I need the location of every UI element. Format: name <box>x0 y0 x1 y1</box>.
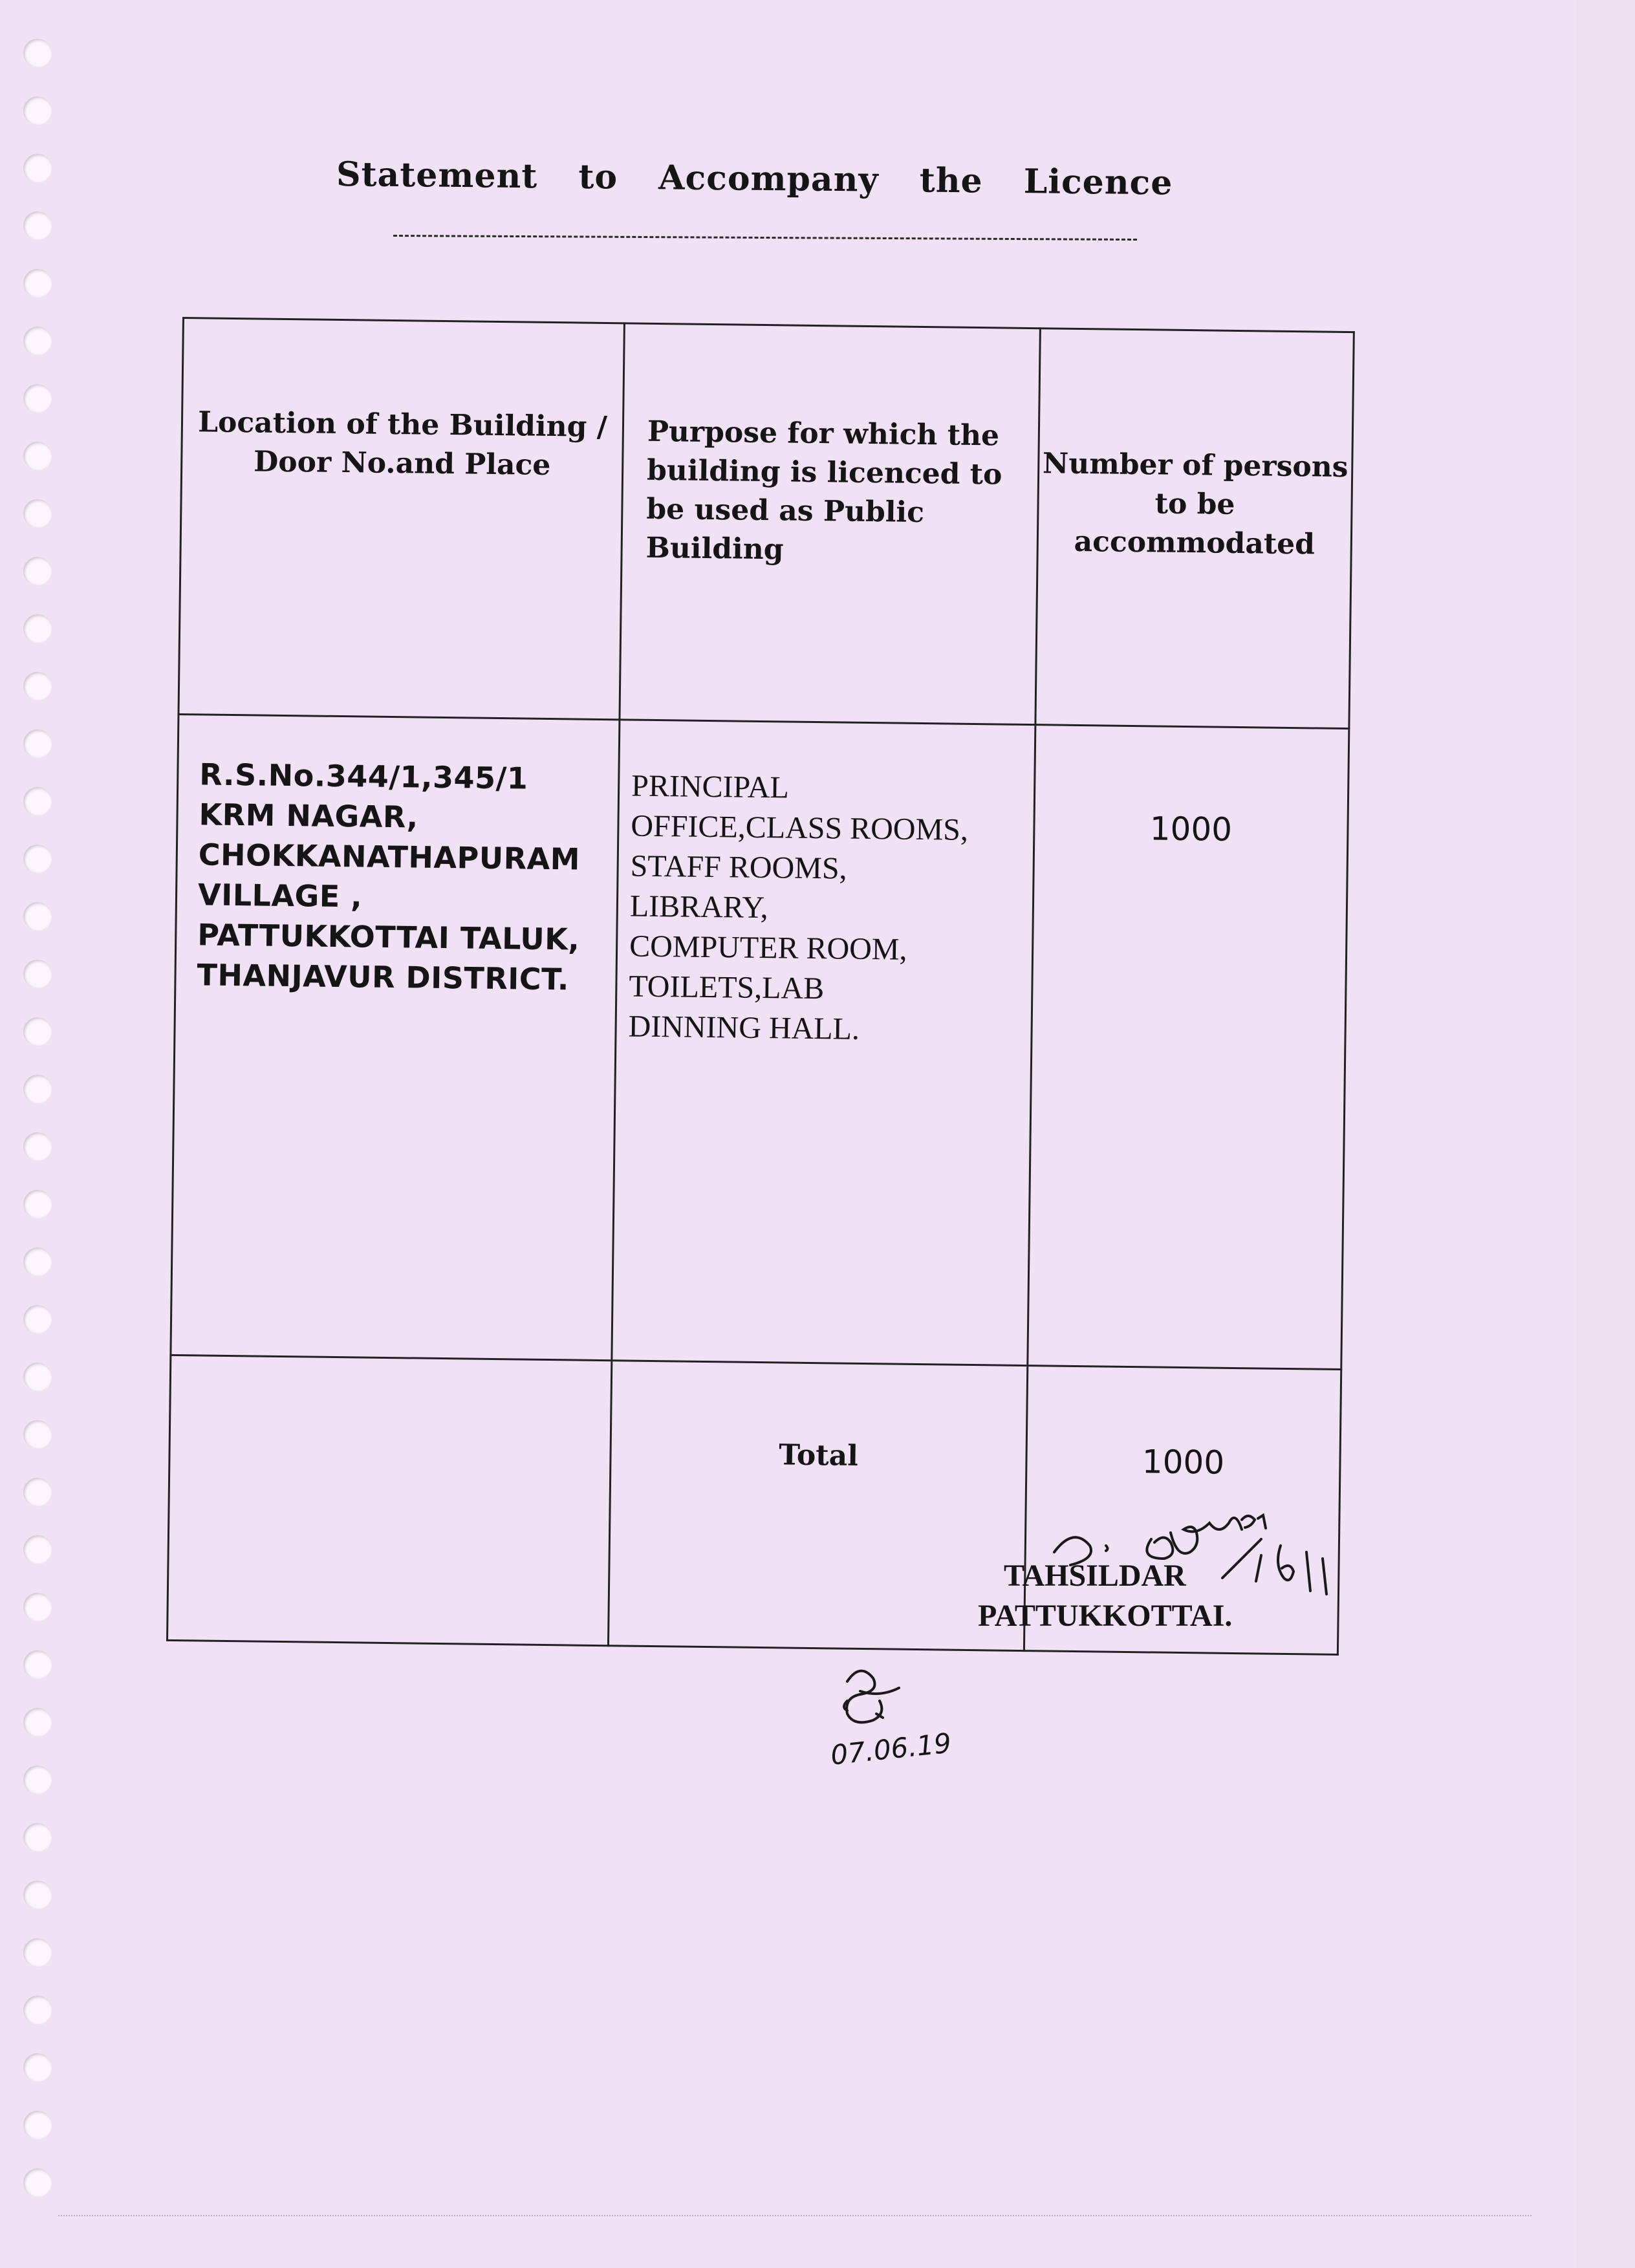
binder-hole <box>23 39 52 67</box>
binder-hole <box>23 1996 52 2024</box>
binder-hole <box>23 902 52 931</box>
binder-hole <box>23 787 52 815</box>
table-row <box>171 714 1349 1369</box>
binder-hole <box>23 96 52 125</box>
binder-hole <box>23 1593 52 1621</box>
purpose-line: DINNING HALL. <box>628 1009 860 1046</box>
binder-hole <box>23 1190 52 1218</box>
location-line: VILLAGE , <box>197 877 363 914</box>
binder-hole <box>23 1823 52 1852</box>
binder-hole <box>23 269 52 297</box>
binder-hole <box>23 327 52 355</box>
signatory-place: PATTUKKOTTAI. <box>978 1599 1233 1633</box>
binder-hole <box>23 960 52 988</box>
binder-hole <box>23 1650 52 1679</box>
binder-hole <box>23 1535 52 1564</box>
binder-hole <box>23 1478 52 1506</box>
location-line: THANJAVUR DISTRICT. <box>197 957 570 997</box>
binder-hole <box>23 384 52 413</box>
initials-signature <box>821 1656 990 1791</box>
binder-hole <box>23 1132 52 1161</box>
binder-hole <box>23 1305 52 1334</box>
binder-holes <box>23 39 62 2225</box>
header-persons: Number of persons to be accommodated <box>1035 329 1354 729</box>
location-line: R.S.No.344/1,345/1 <box>199 757 528 796</box>
binder-hole <box>23 1017 52 1046</box>
binder-hole <box>23 154 52 182</box>
signatory-designation: TAHSILDAR <box>1004 1559 1186 1593</box>
handwritten-date: 07.06.19 <box>828 1727 953 1771</box>
statement-table-wrapper <box>169 317 1353 1482</box>
binder-hole <box>23 442 52 470</box>
empty-cell <box>167 1355 611 1645</box>
statement-table <box>166 317 1355 1656</box>
persons-cell: 1000 <box>1028 725 1349 1370</box>
purpose-line: COMPUTER ROOM, <box>629 929 907 967</box>
binder-hole <box>23 1420 52 1449</box>
signatory-block <box>978 1556 1232 1636</box>
binder-hole <box>23 2053 52 2082</box>
binder-hole <box>23 614 52 643</box>
header-purpose: Purpose for which the building is licenced to be used as Public Building <box>620 323 1040 725</box>
purpose-cell <box>612 720 1035 1366</box>
page-title: Statement to Accompany the Licence <box>336 154 1173 203</box>
binder-hole <box>23 1766 52 1794</box>
binder-hole <box>23 1938 52 1967</box>
binder-hole <box>23 1881 52 1909</box>
location-line: KRM NAGAR, <box>199 797 418 835</box>
purpose-line: TOILETS,LAB <box>629 969 825 1006</box>
bottom-divider <box>58 2215 1532 2216</box>
total-label: Total <box>608 1361 1027 1651</box>
location-line: CHOKKANATHAPURAM <box>198 837 581 877</box>
title-underline <box>393 235 1137 241</box>
purpose-line: OFFICE,CLASS ROOMS, <box>631 808 969 847</box>
binder-hole <box>23 672 52 700</box>
binder-hole <box>23 211 52 240</box>
purpose-line: STAFF ROOMS, <box>630 848 847 886</box>
scan-edge <box>1577 0 1635 2268</box>
purpose-line: LIBRARY, <box>629 889 769 925</box>
binder-hole <box>23 2111 52 2139</box>
binder-hole <box>23 2168 52 2197</box>
binder-hole <box>23 845 52 873</box>
binder-hole <box>23 1363 52 1391</box>
purpose-line: PRINCIPAL <box>631 768 790 805</box>
binder-hole <box>23 1708 52 1736</box>
binder-hole <box>23 729 52 758</box>
binder-hole <box>23 1075 52 1103</box>
table-header-row <box>179 318 1354 729</box>
binder-hole <box>23 499 52 528</box>
binder-hole <box>23 557 52 585</box>
total-value: 1000 <box>1024 1366 1341 1655</box>
header-location: Location of the Building / Door No.and Place <box>179 318 624 720</box>
location-line: PATTUKKOTTAI TALUK, <box>197 917 580 957</box>
binder-hole <box>23 1247 52 1276</box>
location-cell <box>171 714 620 1360</box>
